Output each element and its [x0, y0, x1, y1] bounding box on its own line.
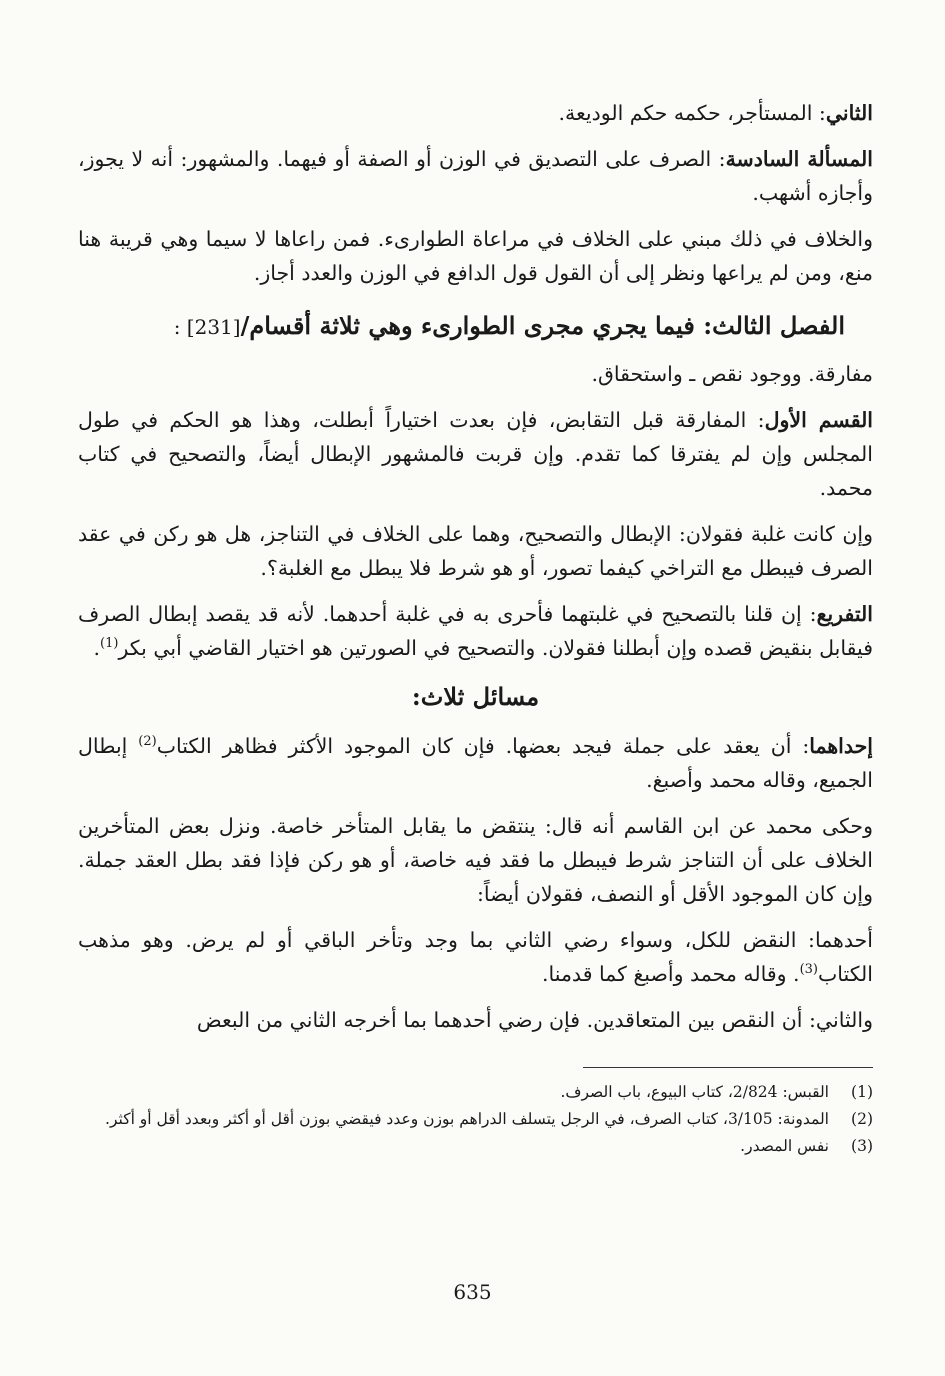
footnote [78, 1134, 873, 1159]
paragraph-text: مفارقة. ووجود نقص ـ واستحقاق. [591, 362, 873, 386]
paragraph-lead: القسم الأول [764, 408, 874, 432]
paragraph-text: : الصرف على التصديق في الوزن أو الصفة أو فيهما. والمشهور: أنه لا يجوز، وأجازه أشهب. [78, 147, 873, 205]
paragraph-1 [78, 96, 873, 130]
footnote-text: نفس المصدر. [740, 1137, 829, 1155]
paragraph-text: والثاني: أن النقص بين المتعاقدين. فإن رضي أحدهما بما أخرجه الثاني من البعض [196, 1008, 873, 1032]
paragraph-text: : إن قلنا بالتصحيح في غلبتهما فأحرى به في غلبة أحدهما. لأنه قد يقصد إبطال الصرف فيقابل بنقيض قصده وإن أبطلنا فقولان. والتصحيح في الصورتين هو اختيار القاضي أبي بكر [78, 602, 873, 660]
paragraph-7 [78, 597, 873, 665]
chapter-heading [78, 308, 845, 345]
paragraph-lead: التفريع [816, 602, 873, 626]
footnote [78, 1107, 873, 1132]
footnotes [78, 1080, 873, 1159]
footnote-ref: (2) [138, 734, 157, 750]
footnote-number: (3) [851, 1137, 873, 1155]
footnote-ref: (1) [100, 636, 119, 652]
paragraph-text: وحكى محمد عن ابن القاسم أنه قال: ينتقض ما يقابل المتأخر خاصة. ونزل بعض المتأخرين الخلاف على أن التناجز شرط فيبطل ما فقد فيه خاصة، أو هو ركن فإذا فقد بطل العقد جملة. وإن كان الموجود الأقل أو النصف، فقولان أيضاً: [78, 814, 873, 906]
paragraph-lead: الثاني [825, 101, 873, 125]
paragraph-text: والخلاف في ذلك مبني على الخلاف في مراعاة الطوارىء. فمن راعاها لا سيما وهي قريبة هنا منع، ومن لم يراعها ونظر إلى أن القول قول الدافع في الوزن والعدد أجاز. [78, 227, 873, 285]
chapter-heading-text: الفصل الثالث: فيما يجري مجرى الطوارىء وهي ثلاثة أقسام/ [240, 311, 845, 340]
footnote [78, 1080, 873, 1105]
footnote-text: القبس: 2/824، كتاب البيوع، باب الصرف. [560, 1083, 829, 1101]
footnote-number: (1) [851, 1083, 873, 1101]
paragraph-6 [78, 517, 873, 585]
footnote-divider [583, 1067, 873, 1068]
paragraph-tail: إبطال الجميع، وقاله محمد وأصبغ. [78, 734, 873, 792]
paragraph-3 [78, 222, 873, 290]
paragraph-11 [78, 1003, 873, 1037]
paragraph-9 [78, 809, 873, 911]
paragraph-8 [78, 729, 873, 797]
paragraph-lead: المسألة السادسة [725, 147, 873, 171]
paragraph-2 [78, 142, 873, 210]
paragraph-tail: . وقاله محمد وأصبغ كما قدمنا. [542, 962, 800, 986]
paragraph-10 [78, 923, 873, 991]
footnote-ref: (3) [799, 962, 818, 978]
chapter-heading-ref: [231] : [173, 315, 241, 339]
paragraph-4 [78, 357, 873, 391]
paragraph-tail: . [93, 636, 101, 660]
footnote-number: (2) [851, 1110, 873, 1128]
footnote-text: المدونة: 3/105، كتاب الصرف، في الرجل يتسلف الدراهم بوزن وعدد فيقضي بوزن أقل أو أكثر وبعدد أقل أو أكثر. [105, 1110, 829, 1128]
paragraph-text: أحدهما: النقض للكل، وسواء رضي الثاني بما وجد وتأخر الباقي أو لم يرض. وهو مذهب الكتاب [78, 928, 873, 986]
paragraph-text: وإن كانت غلبة فقولان: الإبطال والتصحيح، وهما على الخلاف في التناجز، هل هو ركن في عقد الصرف فيبطل مع التراخي كيفما تصور، أو هو شرط فلا يبطل مع الغلبة؟. [78, 522, 873, 580]
paragraph-text: : المستأجر، حكمه حكم الوديعة. [558, 101, 826, 125]
page-number: 635 [453, 1280, 492, 1304]
paragraph-lead: إحداهما [809, 734, 873, 758]
paragraph-text: : المفارقة قبل التقابض، فإن بعدت اختياراً أبطلت، وهذا هو الحكم في طول المجلس وإن لم يفترقا كما تقدم. وإن قربت فالمشهور الإبطال أيضاً، والتصحيح في كتاب محمد. [78, 408, 873, 500]
section-heading: مسائل ثلاث: [411, 682, 540, 711]
paragraph-text: : أن يعقد على جملة فيجد بعضها. فإن كان الموجود الأكثر فظاهر الكتاب [156, 734, 810, 758]
paragraph-5 [78, 403, 873, 505]
